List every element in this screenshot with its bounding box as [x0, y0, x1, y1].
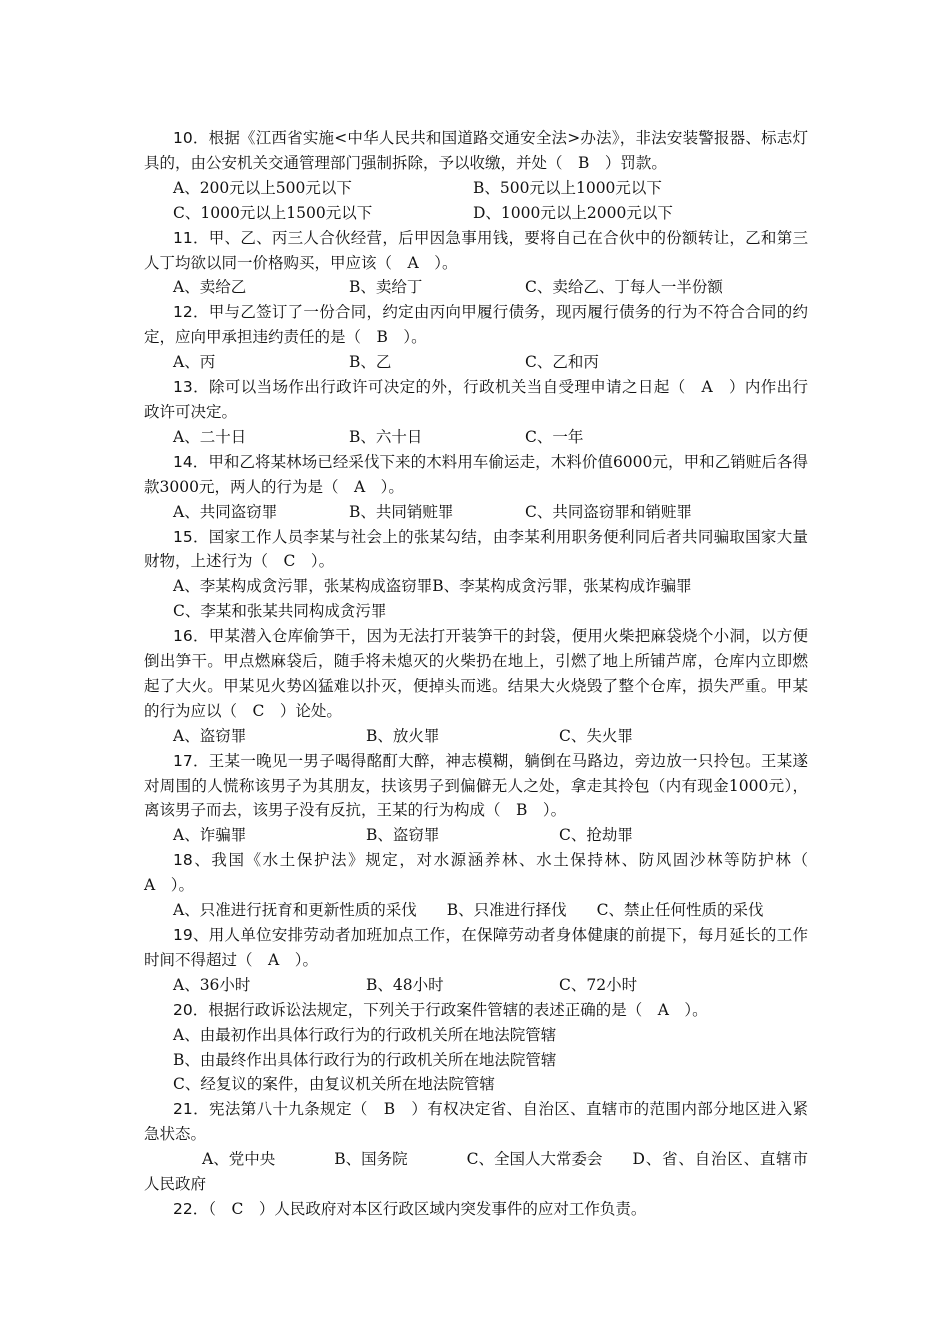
question-number: 13． — [173, 378, 209, 397]
option: C、72小时 — [559, 975, 638, 994]
option: A、共同盗窃罪 — [173, 502, 278, 521]
question-number: 21． — [173, 1100, 209, 1119]
question-20 — [144, 998, 808, 1023]
option: D、省、自治区、直辖市人民政府 — [144, 1150, 808, 1194]
options-row — [144, 898, 808, 923]
question-number: 22． — [173, 1199, 209, 1218]
question-number: 14． — [173, 452, 209, 471]
question-number: 10． — [173, 129, 209, 147]
option: A、盗窃罪 — [173, 726, 247, 745]
options-row — [144, 724, 808, 749]
option: A、诈骗罪 — [173, 826, 247, 845]
option: C、失火罪 — [559, 726, 633, 745]
option: A、李某构成贪污罪，张某构成盗窃罪B、李某构成贪污罪，张某构成诈骗罪 — [173, 577, 692, 596]
option: B、只准进行择伐 — [446, 901, 567, 920]
question-list — [144, 126, 824, 1222]
question-11 — [144, 226, 808, 276]
question-14 — [144, 450, 808, 500]
question-stem: （ C ）人民政府对本区行政区域内突发事件的应对工作负责。 — [208, 1199, 647, 1218]
question-stem: 甲、乙、丙三人合伙经营，后甲因急事用钱，要将自己在合伙中的份额转让，乙和第三人丁均欲以同一价格购买，甲应该（ A ）。 — [144, 228, 808, 272]
option: B、由最终作出具体行政行为的行政机关所在地法院管辖 — [173, 1050, 557, 1069]
options-row — [144, 500, 808, 525]
question-stem: 除可以当场作出行政许可决定的外，行政机关当自受理申请之日起（ A ）内作出行政许可决定。 — [144, 378, 808, 421]
options-row — [144, 973, 808, 998]
options-row — [144, 823, 808, 848]
question-17 — [144, 749, 808, 824]
option: C、全国人大常委会 — [466, 1150, 603, 1169]
question-21 — [144, 1097, 808, 1147]
options-row — [144, 1072, 808, 1097]
option: D、1000元以上2000元以下 — [473, 203, 673, 222]
question-number: 17． — [173, 751, 209, 770]
question-stem: 宪法第八十九条规定（ B ）有权决定省、自治区、直辖市的范围内部分地区进入紧急状态。 — [144, 1100, 808, 1144]
option: C、共同盗窃罪和销赃罪 — [525, 502, 692, 521]
question-number: 20． — [173, 1000, 209, 1019]
question-12 — [144, 300, 808, 350]
option: B、国务院 — [334, 1150, 408, 1169]
option: A、200元以上500元以下 — [173, 178, 352, 197]
question-stem: 根据《江西省实施<中华人民共和国道路交通安全法>办法》，非法安装警报器、标志灯具的，由公安机关交通管理部门强制拆除，予以收缴，并处（ B ）罚款。 — [144, 129, 808, 172]
option: C、禁止任何性质的采伐 — [596, 901, 764, 920]
question-number: 11． — [173, 228, 209, 247]
options-row — [144, 425, 808, 450]
option: C、1000元以上1500元以下 — [173, 203, 373, 222]
option: B、六十日 — [349, 427, 423, 446]
options-row — [144, 574, 808, 599]
question-number: 19、 — [173, 926, 209, 944]
option: A、二十日 — [173, 427, 247, 446]
question-stem: 甲和乙将某林场已经采伐下来的木料用车偷运走，木料价值6000元，甲和乙销赃后各得款3000元，两人的行为是（ A ）。 — [144, 452, 808, 496]
question-18 — [144, 848, 824, 898]
question-13 — [144, 375, 808, 425]
option: A、党中央 — [202, 1150, 276, 1169]
question-stem: 根据行政诉讼法规定，下列关于行政案件管辖的表述正确的是（ A ）。 — [208, 1000, 708, 1019]
option: B、卖给丁 — [349, 278, 423, 297]
question-stem: 甲某潜入仓库偷笋干，因为无法打开装笋干的封袋，便用火柴把麻袋烧个小洞，以方便倒出笋干。甲点燃麻袋后，随手将未熄灭的火柴扔在地上，引燃了地上所铺芦席，仓库内立即燃起了大火。甲某见火势凶猛难以扑灭，便掉头而逃。结果大火烧毁了整个仓库，损失严重。甲某的行为应以（ C ）论处。 — [144, 627, 808, 720]
question-stem: 我国《水土保护法》规定，对水源涵养林、水土保持林、防风固沙林等防护林（ A ）。 — [144, 851, 824, 895]
options-row — [144, 350, 808, 375]
question-number: 18、 — [173, 851, 212, 870]
options-row — [144, 201, 808, 226]
option: B、放火罪 — [366, 726, 440, 745]
option: B、500元以上1000元以下 — [473, 178, 662, 197]
question-number: 16． — [173, 627, 209, 646]
question-stem: 甲与乙签订了一份合同，约定由丙向甲履行债务，现丙履行债务的行为不符合合同的约定，应向甲承担违约责任的是（ B ）。 — [144, 303, 808, 347]
question-stem: 王某一晚见一男子喝得酩酊大醉，神志模糊，躺倒在马路边，旁边放一只拎包。王某遂对周围的人慌称该男子为其朋友，扶该男子到偏僻无人之处，拿走其拎包（内有现金1000元），离该男子而去，该男子没有反抗，王某的行为构成（ B ）。 — [144, 751, 808, 820]
question-19 — [144, 923, 808, 973]
question-stem: 用人单位安排劳动者加班加点工作，在保障劳动者身体健康的前提下，每月延长的工作时间不得超过（ A ）。 — [144, 926, 808, 969]
question-number: 15． — [173, 527, 209, 546]
option: B、盗窃罪 — [366, 826, 440, 845]
option: C、经复议的案件，由复议机关所在地法院管辖 — [173, 1075, 495, 1094]
question-stem: 国家工作人员李某与社会上的张某勾结，由李某利用职务便利同后者共同骗取国家大量财物，上述行为（ C ）。 — [144, 527, 808, 571]
question-16 — [144, 624, 808, 724]
option: B、共同销赃罪 — [349, 502, 454, 521]
option: A、只准进行抚育和更新性质的采伐 — [173, 901, 417, 920]
option: C、乙和丙 — [525, 353, 599, 372]
options-row — [144, 176, 808, 201]
option: A、丙 — [173, 353, 216, 372]
question-22 — [144, 1197, 808, 1222]
options-row — [144, 599, 808, 624]
option: C、抢劫罪 — [559, 826, 633, 845]
option: C、李某和张某共同构成贪污罪 — [173, 602, 387, 621]
question-number: 12． — [173, 303, 209, 322]
option: C、卖给乙、丁每人一半份额 — [525, 278, 723, 297]
option: A、由最初作出具体行政行为的行政机关所在地法院管辖 — [173, 1025, 557, 1044]
option: C、一年 — [525, 427, 584, 446]
options-row — [144, 275, 808, 300]
options-row — [144, 1023, 808, 1048]
option: A、卖给乙 — [173, 278, 247, 297]
option: A、36小时 — [173, 975, 251, 994]
question-15 — [144, 525, 808, 575]
option: B、48小时 — [366, 975, 444, 994]
question-10 — [144, 126, 808, 176]
options-row — [144, 1048, 808, 1073]
options-row — [144, 1147, 808, 1197]
option: B、乙 — [349, 353, 392, 372]
